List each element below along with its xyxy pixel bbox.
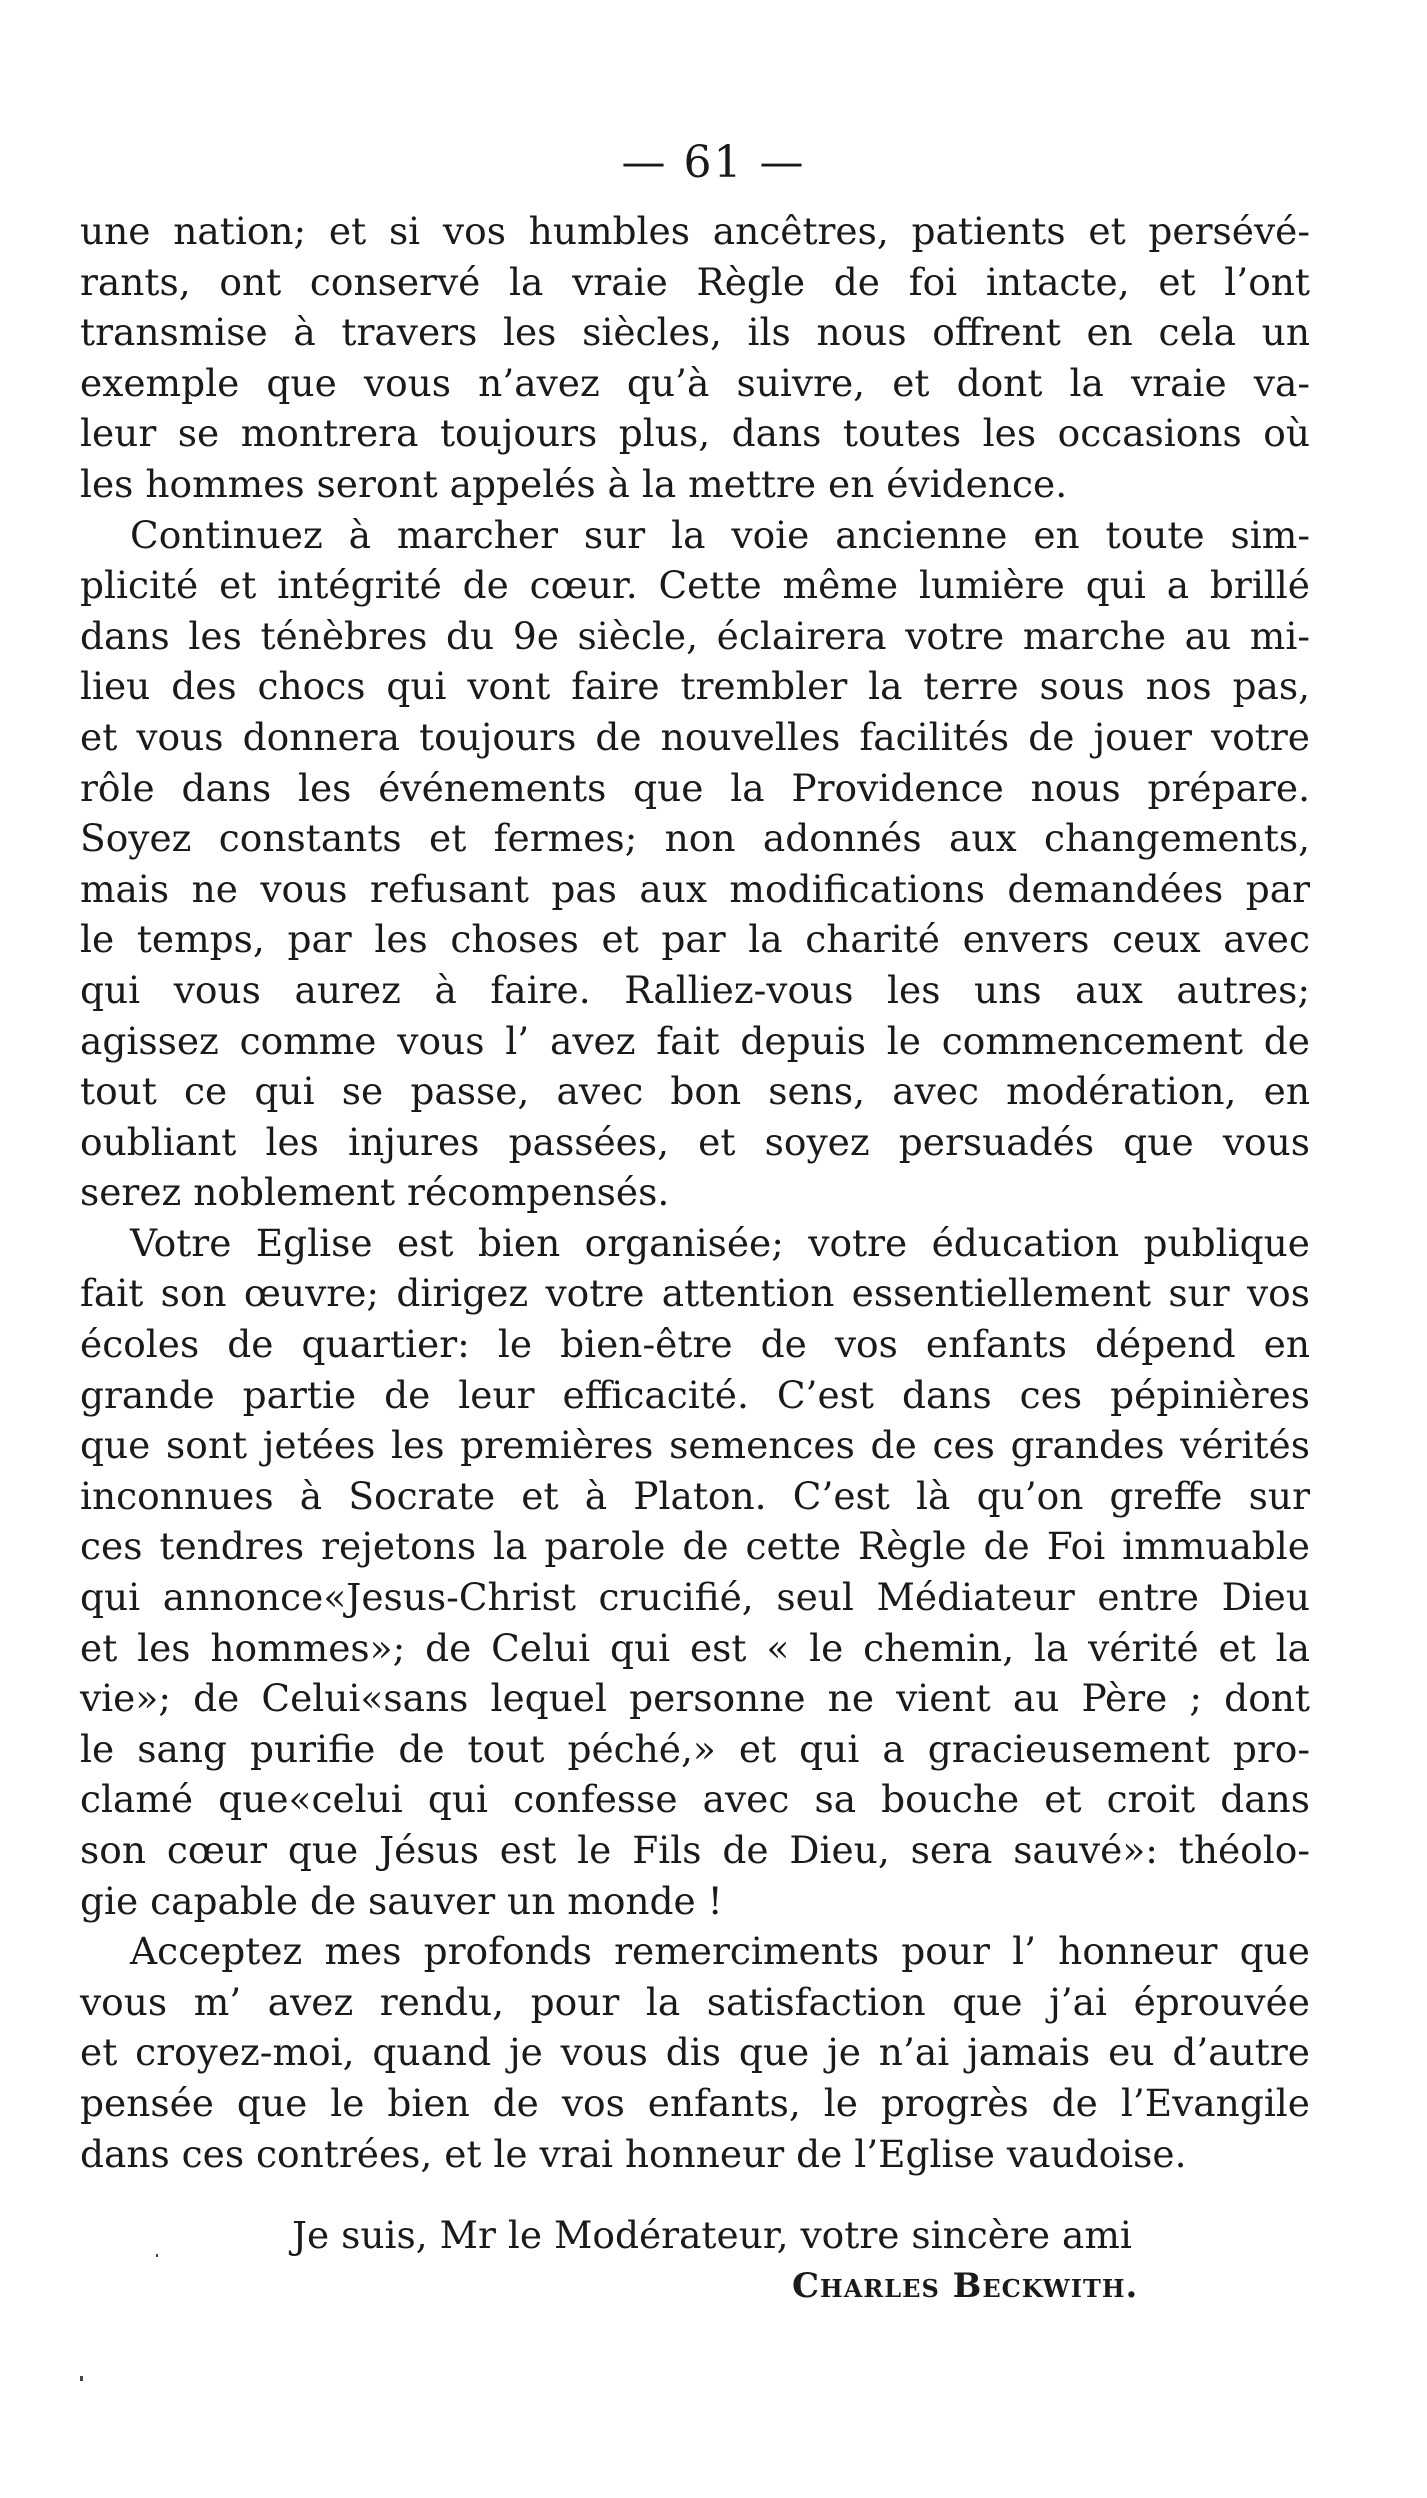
text-line: rôle dans les événements que la Providence nous prépare. bbox=[80, 765, 1310, 810]
text-line: clamé que«celui qui confesse avec sa bouche et croit dans bbox=[80, 1777, 1310, 1822]
text-line: le sang purifie de tout péché,» et qui a gracieusement pro- bbox=[80, 1726, 1310, 1771]
text-line: le temps, par les choses et par la charité envers ceux avec bbox=[80, 917, 1310, 962]
text-line: une nation; et si vos humbles ancêtres, patients et persévé- bbox=[80, 209, 1310, 253]
text-line: vie»; de Celui«sans lequel personne ne vient au Père ; dont bbox=[80, 1676, 1310, 1721]
text-line: dans les ténèbres du 9e siècle, éclairera votre marche au mi- bbox=[80, 613, 1310, 658]
paragraph-start-line: Continuez à marcher sur la voie ancienne en toute sim- bbox=[130, 512, 1310, 557]
text-line: les hommes seront appelés à la mettre en évidence. bbox=[80, 461, 1068, 506]
text-line: qui annonce«Jesus-Christ crucifié, seul Médiateur entre Dieu bbox=[80, 1575, 1310, 1620]
text-line: vous m’ avez rendu, pour la satisfaction que j’ai éprouvée bbox=[80, 1979, 1310, 2024]
text-line: pensée que le bien de vos enfants, le progrès de l’Evangile bbox=[80, 2080, 1310, 2125]
text-line: ces tendres rejetons la parole de cette Règle de Foi immuable bbox=[80, 1524, 1310, 1569]
letter-body bbox=[80, 206, 1310, 2179]
paragraph-start-line: Acceptez mes profonds remerciments pour l’ honneur que bbox=[130, 1929, 1310, 1974]
text-line: lieu des chocs qui vont faire trembler la terre sous nos pas, bbox=[80, 664, 1310, 709]
text-line: agissez comme vous l’ avez fait depuis le commencement de bbox=[80, 1018, 1310, 1063]
text-line: tout ce qui se passe, avec bon sens, avec modération, en bbox=[80, 1069, 1310, 1114]
text-line: et vous donnera toujours de nouvelles facilités de jouer votre bbox=[80, 714, 1310, 759]
signature: Charles Beckwith. bbox=[792, 2266, 1139, 2306]
text-line: oubliant les injures passées, et soyez persuadés que vous bbox=[80, 1119, 1310, 1164]
text-line: son cœur que Jésus est le Fils de Dieu, sera sauvé»: théolo- bbox=[80, 1828, 1310, 1872]
text-line: et les hommes»; de Celui qui est « le chemin, la vérité et la bbox=[80, 1625, 1310, 1670]
closing-salutation: Je suis, Mr le Modérateur, votre sincère ami bbox=[292, 2213, 1132, 2257]
speck-mark bbox=[80, 2376, 83, 2381]
text-line: plicité et intégrité de cœur. Cette même lumière qui a brillé bbox=[80, 563, 1310, 608]
speck-mark bbox=[156, 2254, 158, 2257]
text-line: inconnues à Socrate et à Platon. C’est là qu’on greffe sur bbox=[80, 1473, 1310, 1518]
text-line: et croyez-moi, quand je vous dis que je n’ai jamais eu d’autre bbox=[80, 2030, 1310, 2075]
text-line: grande partie de leur efficacité. C’est dans ces pépinières bbox=[80, 1372, 1310, 1417]
text-line: leur se montrera toujours plus, dans toutes les occasions où bbox=[80, 411, 1310, 456]
text-line: écoles de quartier: le bien-être de vos enfants dépend en bbox=[80, 1322, 1310, 1367]
text-line: exemple que vous n’avez qu’à suivre, et dont la vraie va- bbox=[80, 360, 1310, 405]
text-line: que sont jetées les premières semences de ces grandes vérités bbox=[80, 1423, 1310, 1468]
text-line: Soyez constants et fermes; non adonnés aux changements, bbox=[80, 816, 1310, 861]
text-line: mais ne vous refusant pas aux modifications demandées par bbox=[80, 866, 1310, 911]
text-line: gie capable de sauver un monde ! bbox=[80, 1878, 723, 1923]
text-line: dans ces contrées, et le vrai honneur de l’Eglise vaudoise. bbox=[80, 2131, 1187, 2176]
paragraph-start-line: Votre Eglise est bien organisée; votre éducation publique bbox=[130, 1220, 1310, 1265]
text-line: serez noblement récompensés. bbox=[80, 1170, 670, 1215]
page-number: — 61 — bbox=[621, 137, 806, 188]
text-line: rants, ont conservé la vraie Règle de foi intacte, et l’ont bbox=[80, 259, 1310, 304]
text-line: transmise à travers les siècles, ils nous offrent en cela un bbox=[80, 310, 1310, 355]
text-line: qui vous aurez à faire. Ralliez-vous les uns aux autres; bbox=[80, 967, 1310, 1012]
text-line: fait son œuvre; dirigez votre attention essentiellement sur vos bbox=[80, 1271, 1310, 1316]
